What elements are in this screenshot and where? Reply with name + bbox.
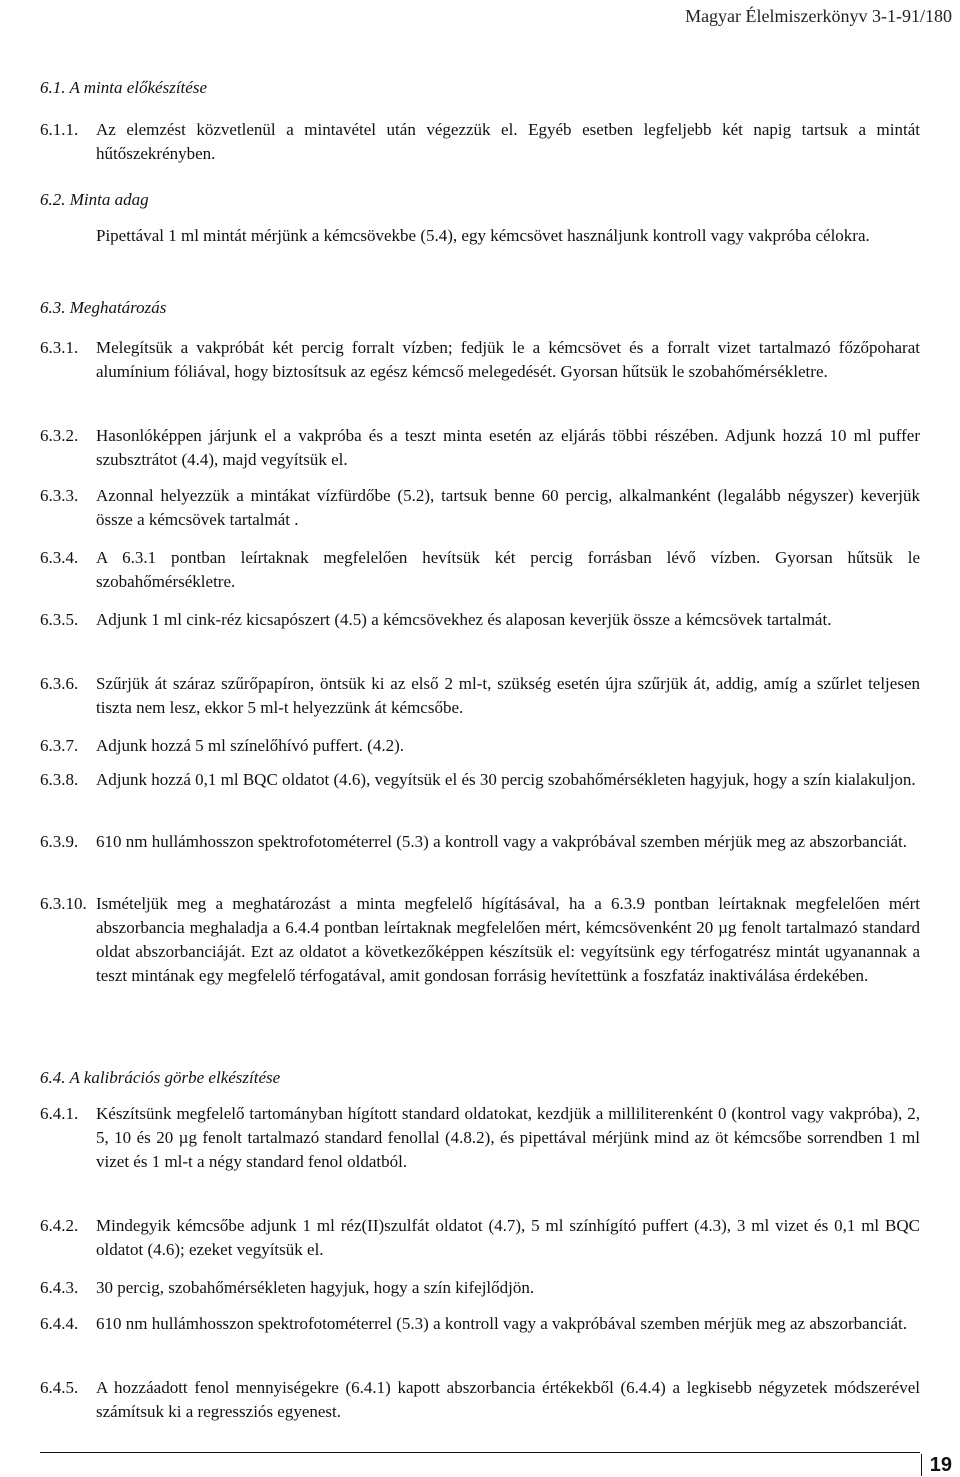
- paragraph-text: 610 nm hullámhosszon spektrofotométerrel (5.3) a kontroll vagy a vakpróbával szemben mérjük meg az abszorbanciát.: [96, 1314, 908, 1333]
- section-heading-6-1: 6.1. A minta előkészítése: [40, 78, 207, 97]
- paragraph-number: 6.4.1.: [40, 1104, 79, 1123]
- paragraph-text: Adjunk hozzá 5 ml színelőhívó puffert. (4.2).: [96, 736, 404, 755]
- paragraph-number: 6.3.2.: [40, 426, 79, 445]
- paragraph-text: Hasonlóképpen járjunk el a vakpróba és a teszt minta esetén az eljárás többi részében. Adjunk hozzá 10 ml puffer szubsztrátot (4.4), majd vegyítsük el.: [96, 426, 920, 469]
- paragraph-text: Mindegyik kémcsőbe adjunk 1 ml réz(II)szulfát oldatot (4.7), 5 ml színhígító puffert (4.3), 3 ml vizet és 0,1 ml BQC oldatot (4.6); ezeket vegyítsük el.: [96, 1216, 920, 1259]
- paragraph-number: 6.3.5.: [40, 610, 79, 629]
- paragraph-text: Az elemzést közvetlenül a mintavétel után végezzük el. Egyéb esetben legfeljebb két napig tartsuk a mintát hűtőszekrényben.: [96, 120, 920, 163]
- section-heading-6-2: 6.2. Minta adag: [40, 190, 149, 209]
- section-heading-6-3: 6.3. Meghatározás: [40, 298, 167, 317]
- paragraph-number: 6.3.10.: [40, 894, 87, 913]
- paragraph-text: Szűrjük át száraz szűrőpapíron, öntsük ki az első 2 ml-t, szükség esetén újra szűrjük át, addig, amíg a szűrlet teljesen tiszta nem lesz, ekkor 5 ml-t helyezzünk át kémcsőbe.: [96, 674, 920, 717]
- paragraph-number: 6.3.7.: [40, 736, 79, 755]
- paragraph-text: 610 nm hullámhosszon spektrofotométerrel (5.3) a kontroll vagy a vakpróbával szemben mérjük meg az abszorbanciát.: [96, 832, 908, 851]
- paragraph-text: Ismételjük meg a meghatározást a minta megfelelő hígításával, ha a 6.3.9 pontban leírtaknak megfelelően mért abszorbancia meghaladja a 6.4.4 pontban leírtaknak megfelelően mért, kémcsövenként 20 µg fenolt tartalmazó standard oldat abszorbanciáját. Ezt az oldatot a következőképpen készítsük el: vegyítsünk egy térfogatrész mintát ugyanannak a teszt mintának egy megfelelő térfogatával, amit gondosan forrásig hevítettünk a foszfatáz inaktiválása érdekében.: [96, 894, 920, 985]
- paragraph-text: Adjunk 1 ml cink-réz kicsapószert (4.5) a kémcsövekhez és alaposan keverjük össze a kémcsövek tartalmát.: [96, 610, 832, 629]
- paragraph-text: Melegítsük a vakpróbát két percig forralt vízben; fedjük le a kémcsövet és a forralt vizet tartalmazó főzőpoharat alumínium fóliával, hogy biztosítsuk az egész kémcső melegedését. Gyorsan hűtsük le szobahőmérsékletre.: [96, 338, 920, 381]
- paragraph-number: 6.4.3.: [40, 1278, 79, 1297]
- paragraph-number: 6.3.6.: [40, 674, 79, 693]
- paragraph-number: 6.4.2.: [40, 1216, 79, 1235]
- paragraph-text: 30 percig, szobahőmérsékleten hagyjuk, hogy a szín kifejlődjön.: [96, 1278, 535, 1297]
- paragraph-text: A hozzáadott fenol mennyiségekre (6.4.1) kapott abszorbancia értékekből (6.4.4) a legkisebb négyzetek módszerével számítsuk ki a regressziós egyenest.: [96, 1378, 920, 1421]
- paragraph-number: 6.1.1.: [40, 120, 79, 139]
- section-heading-6-4: 6.4. A kalibrációs görbe elkészítése: [40, 1068, 281, 1087]
- paragraph-text: A 6.3.1 pontban leírtaknak megfelelően hevítsük két percig forrásban lévő vízben. Gyorsan hűtsük le szobahőmérsékletre.: [96, 548, 920, 591]
- paragraph-text: Azonnal helyezzük a mintákat vízfürdőbe (5.2), tartsuk benne 60 percig, alkalmanként (legalább négyszer) keverjük össze a kémcsövek tartalmát .: [96, 486, 920, 529]
- paragraph-text: Készítsünk megfelelő tartományban hígított standard oldatokat, kezdjük a milliliterenként 0 (kontrol vagy vakpróba), 2, 5, 10 és 20 µg fenolt tartalmazó standard fenollal (4.8.2), és pipettával mérjünk mind az öt kémcsőbe sorrendben 1 ml vizet és 1 ml-t a négy standard fenol oldatból.: [96, 1104, 920, 1171]
- paragraph-6-2-text: Pipettával 1 ml mintát mérjünk a kémcsövekbe (5.4), egy kémcsövet használjunk kontroll vagy vakpróba célokra.: [96, 226, 870, 245]
- paragraph-number: 6.3.1.: [40, 338, 79, 357]
- page-number: 19: [921, 1454, 952, 1476]
- footer-divider: [40, 1452, 920, 1453]
- paragraph-number: 6.3.9.: [40, 832, 79, 851]
- running-header: Magyar Élelmiszerkönyv 3-1-91/180: [685, 6, 952, 26]
- paragraph-number: 6.4.5.: [40, 1378, 79, 1397]
- paragraph-number: 6.3.3.: [40, 486, 79, 505]
- paragraph-number: 6.3.4.: [40, 548, 79, 567]
- paragraph-text: Adjunk hozzá 0,1 ml BQC oldatot (4.6), vegyítsük el és 30 percig szobahőmérsékleten hagyjuk, hogy a szín kialakuljon.: [96, 770, 916, 789]
- paragraph-number: 6.4.4.: [40, 1314, 79, 1333]
- paragraph-number: 6.3.8.: [40, 770, 79, 789]
